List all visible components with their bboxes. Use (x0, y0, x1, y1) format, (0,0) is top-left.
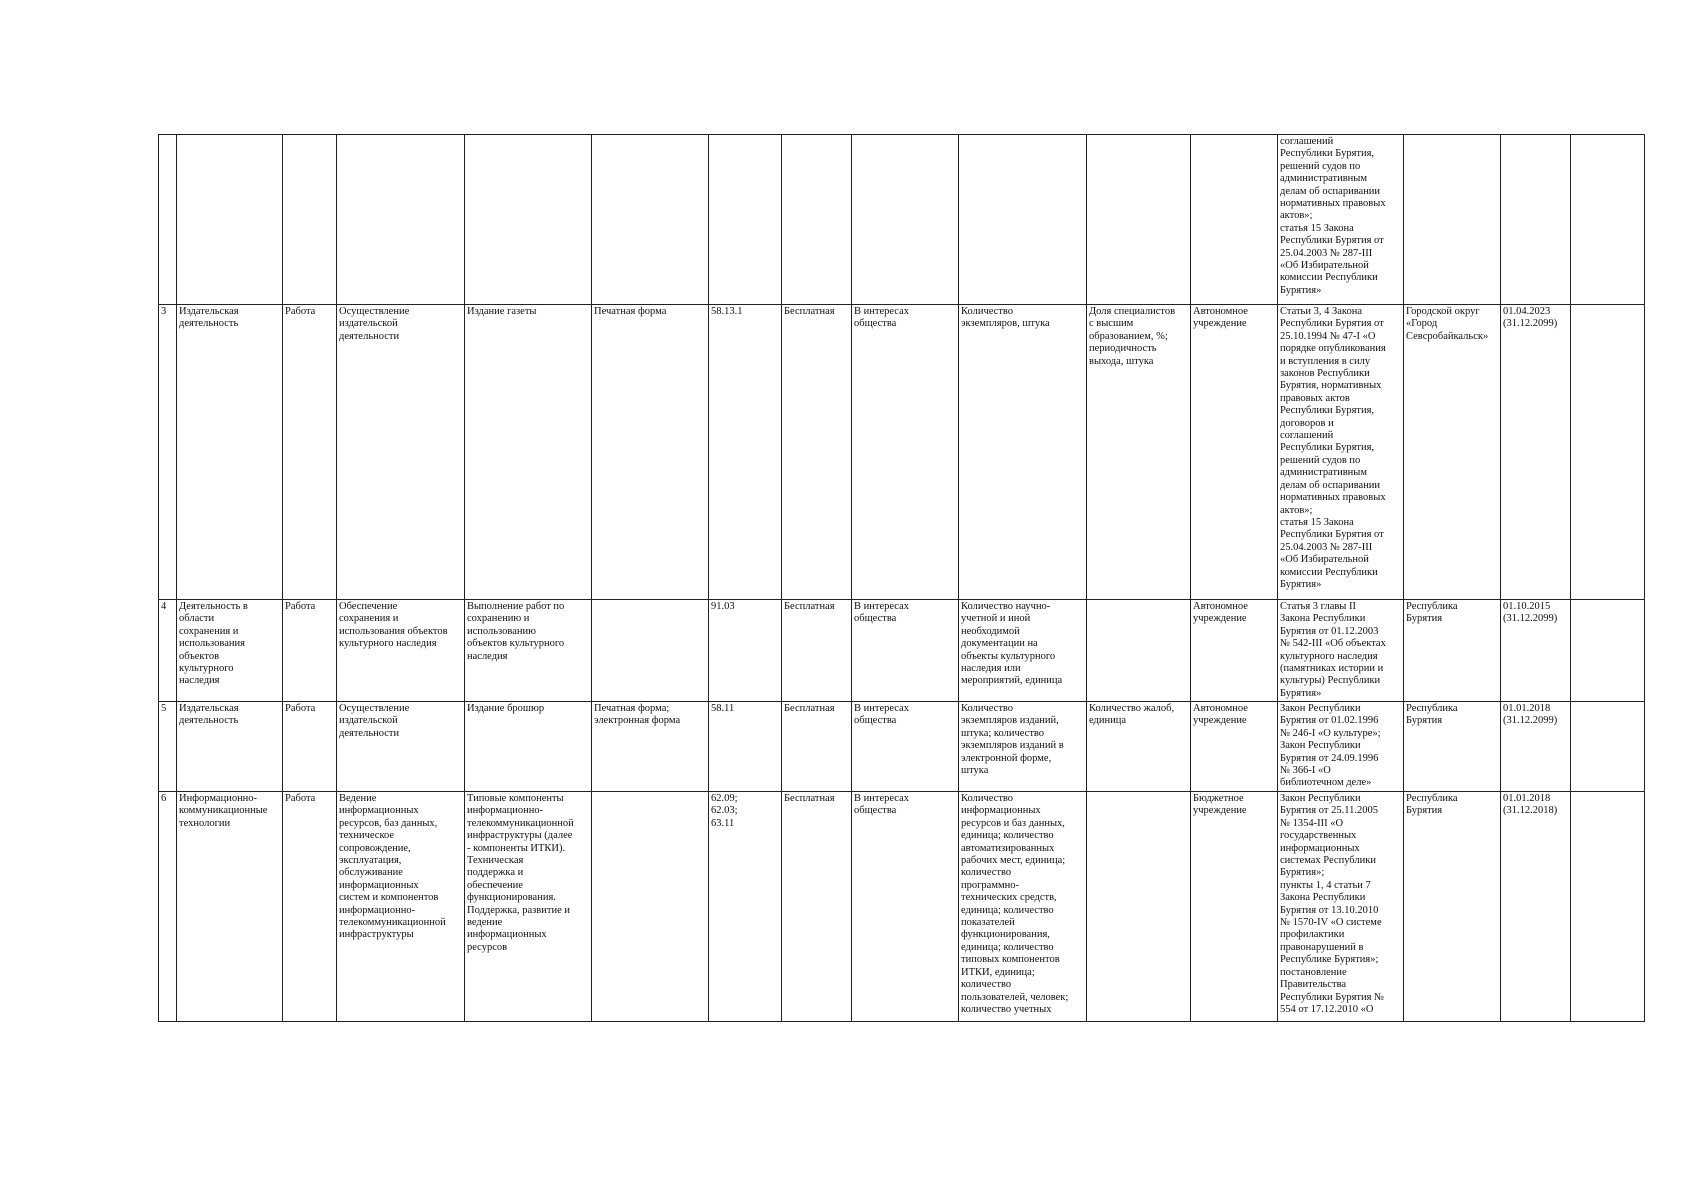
cell-territory: Республика Бурятия (1404, 792, 1501, 1022)
cell-volume (959, 135, 1087, 305)
cell-service (465, 135, 592, 305)
cell-form (592, 600, 709, 702)
table-row (159, 135, 1645, 305)
cell-form: Печатная форма; электронная форма (592, 702, 709, 792)
table-row (159, 702, 1645, 792)
cell-interest: В интересах общества (852, 600, 959, 702)
cell-extra (1571, 305, 1645, 600)
cell-kind: Работа (283, 702, 337, 792)
cell-territory: Республика Бурятия (1404, 702, 1501, 792)
cell-quality (1087, 135, 1191, 305)
cell-quality: Доля специалистов с высшим образованием, %; периодичность выхода, штука (1087, 305, 1191, 600)
cell-content: Обеспечение сохранения и использования объектов культурного наследия (337, 600, 465, 702)
services-registry-table (158, 134, 1645, 1022)
cell-kind: Работа (283, 792, 337, 1022)
cell-extra (1571, 792, 1645, 1022)
cell-dates: 01.01.2018 (31.12.2018) (1501, 792, 1571, 1022)
cell-extra (1571, 135, 1645, 305)
cell-payment: Бесплатная (782, 792, 852, 1022)
cell-quality (1087, 792, 1191, 1022)
cell-num: 6 (159, 792, 177, 1022)
cell-activity: Информационно- коммуникационные технологии (177, 792, 283, 1022)
cell-service: Издание брошюр (465, 702, 592, 792)
cell-activity: Издательская деятельность (177, 305, 283, 600)
cell-interest (852, 135, 959, 305)
cell-extra (1571, 600, 1645, 702)
cell-form: Печатная форма (592, 305, 709, 600)
cell-institution-type: Автономное учреждение (1191, 600, 1278, 702)
cell-kind (283, 135, 337, 305)
table-row (159, 600, 1645, 702)
cell-interest: В интересах общества (852, 702, 959, 792)
cell-payment: Бесплатная (782, 702, 852, 792)
cell-territory: Республика Бурятия (1404, 600, 1501, 702)
cell-dates: 01.04.2023 (31.12.2099) (1501, 305, 1571, 600)
cell-payment: Бесплатная (782, 600, 852, 702)
cell-activity: Деятельность в области сохранения и использования объектов культурного наследия (177, 600, 283, 702)
cell-legal-basis: Закон Республики Бурятия от 01.02.1996 № 246-I «О культуре»; Закон Республики Бурятия от 24.09.1996 № 366-I «О библиотечном деле» (1278, 702, 1404, 792)
cell-kind: Работа (283, 600, 337, 702)
cell-legal-basis: Статья 3 главы II Закона Республики Бурятия от 01.12.2003 № 542-III «Об объектах культурного наследия (памятниках истории и культуры) Республики Бурятия» (1278, 600, 1404, 702)
cell-institution-type: Автономное учреждение (1191, 702, 1278, 792)
cell-form (592, 792, 709, 1022)
cell-dates (1501, 135, 1571, 305)
cell-volume: Количество экземпляров изданий, штука; количество экземпляров изданий в электронной форме, штука (959, 702, 1087, 792)
cell-volume: Количество информационных ресурсов и баз данных, единица; количество автоматизированных рабочих мест, единица; количество программно- технических средств, единица; количество показателей функционирования, единица; количество типовых компонентов ИТКИ, единица; количество пользователей, человек; количество учетных (959, 792, 1087, 1022)
cell-content: Осуществление издательской деятельности (337, 702, 465, 792)
cell-okved: 58.13.1 (709, 305, 782, 600)
cell-form (592, 135, 709, 305)
cell-institution-type (1191, 135, 1278, 305)
cell-service: Типовые компоненты информационно- телекоммуникационной инфраструктуры (далее - компоненты ИТКИ). Техническая поддержка и обеспечение функционирования. Поддержка, развитие и ведение информационных ресурсов (465, 792, 592, 1022)
cell-territory: Городской округ «Город Севсробайкальск» (1404, 305, 1501, 600)
table-row (159, 792, 1645, 1022)
cell-institution-type: Бюджетное учреждение (1191, 792, 1278, 1022)
cell-num: 5 (159, 702, 177, 792)
cell-extra (1571, 702, 1645, 792)
cell-dates: 01.01.2018 (31.12.2099) (1501, 702, 1571, 792)
cell-interest: В интересах общества (852, 792, 959, 1022)
cell-okved (709, 135, 782, 305)
table-row (159, 305, 1645, 600)
cell-activity: Издательская деятельность (177, 702, 283, 792)
cell-content: Ведение информационных ресурсов, баз данных, техническое сопровождение, эксплуатация, обслуживание информационных систем и компонентов информационно- телекоммуникационной инфраструктуры (337, 792, 465, 1022)
cell-interest: В интересах общества (852, 305, 959, 600)
cell-content: Осуществление издательской деятельности (337, 305, 465, 600)
cell-quality: Количество жалоб, единица (1087, 702, 1191, 792)
cell-volume: Количество экземпляров, штука (959, 305, 1087, 600)
cell-num: 3 (159, 305, 177, 600)
cell-okved: 62.09; 62.03; 63.11 (709, 792, 782, 1022)
cell-legal-basis: Статьи 3, 4 Закона Республики Бурятия от 25.10.1994 № 47-I «О порядке опубликования и вступления в силу законов Республики Бурятия, нормативных правовых актов Республики Бурятия, договоров и соглашений Республики Бурятия, решений судов по административным делам об оспаривании нормативных правовых актов»; статья 15 Закона Республики Бурятия от 25.04.2003 № 287-III «Об Избирательной комиссии Республики Бурятия» (1278, 305, 1404, 600)
cell-legal-basis: Закон Республики Бурятия от 25.11.2005 № 1354-III «О государственных информационных системах Республики Бурятия»; пункты 1, 4 статьи 7 Закона Республики Бурятия от 13.10.2010 № 1570-IV «О системе профилактики правонарушений в Республике Бурятия»; постановление Правительства Республики Бурятия № 554 от 17.12.2010 «О (1278, 792, 1404, 1022)
cell-num: 4 (159, 600, 177, 702)
cell-legal-basis: соглашений Республики Бурятия, решений судов по административным делам об оспаривании нормативных правовых актов»; статья 15 Закона Республики Бурятия от 25.04.2003 № 287-III «Об Избирательной комиссии Республики Бурятия» (1278, 135, 1404, 305)
cell-service: Издание газеты (465, 305, 592, 600)
cell-service: Выполнение работ по сохранению и использованию объектов культурного наследия (465, 600, 592, 702)
cell-kind: Работа (283, 305, 337, 600)
cell-activity (177, 135, 283, 305)
cell-content (337, 135, 465, 305)
cell-dates: 01.10.2015 (31.12.2099) (1501, 600, 1571, 702)
cell-quality (1087, 600, 1191, 702)
cell-okved: 58.11 (709, 702, 782, 792)
cell-num (159, 135, 177, 305)
cell-payment (782, 135, 852, 305)
cell-okved: 91.03 (709, 600, 782, 702)
cell-institution-type: Автономное учреждение (1191, 305, 1278, 600)
cell-payment: Бесплатная (782, 305, 852, 600)
cell-territory (1404, 135, 1501, 305)
cell-volume: Количество научно- учетной и иной необходимой документации на объекты культурного наследия или мероприятий, единица (959, 600, 1087, 702)
